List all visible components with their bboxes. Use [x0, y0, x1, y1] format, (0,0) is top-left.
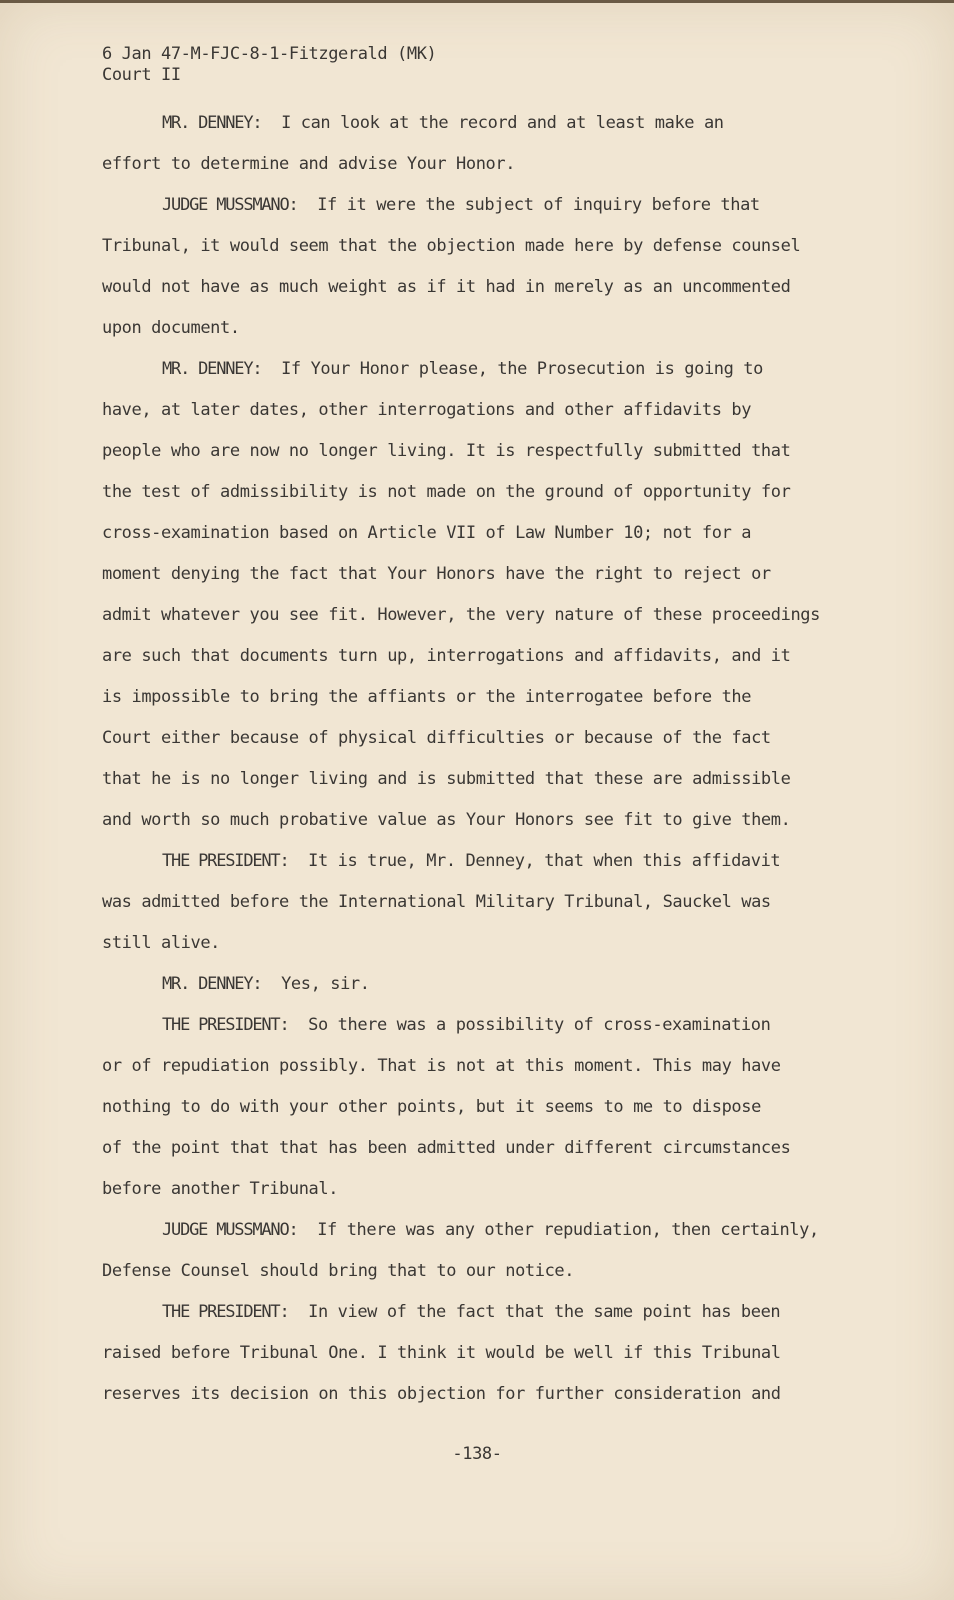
speech-paragraph	[102, 1005, 862, 1210]
transcript-line	[102, 1128, 862, 1169]
line-text: In view of the fact that the same point has been	[308, 1302, 781, 1322]
transcript-line	[102, 349, 862, 390]
line-text: is impossible to bring the affiants or the interrogatee before the	[102, 687, 752, 707]
speaker-label: MR. DENNEY:	[162, 974, 262, 994]
speech-paragraph	[102, 349, 862, 841]
transcript-line	[102, 882, 862, 923]
line-text: Defense Counsel should bring that to our notice.	[102, 1261, 575, 1281]
transcript-line	[102, 1333, 862, 1374]
speaker-label: THE PRESIDENT:	[162, 1302, 289, 1322]
header-court: Court II	[102, 65, 181, 85]
transcript-line	[102, 1046, 862, 1087]
transcript-line	[102, 554, 862, 595]
speech-paragraph	[102, 1292, 862, 1415]
line-text: If it were the subject of inquiry before that	[317, 195, 760, 215]
transcript-line	[102, 267, 862, 308]
speaker-label: THE PRESIDENT:	[162, 1015, 289, 1035]
line-text: of the point that that has been admitted under different circumstances	[102, 1138, 791, 1158]
transcript-line	[102, 718, 862, 759]
transcript-line	[102, 226, 862, 267]
line-text: I can look at the record and at least make an	[281, 113, 724, 133]
document-header	[102, 44, 436, 86]
transcript-line	[102, 1169, 862, 1210]
line-text: was admitted before the International Military Tribunal, Sauckel was	[102, 892, 771, 912]
transcript-line	[102, 308, 862, 349]
speaker-label: JUDGE MUSSMANO:	[162, 1220, 298, 1240]
line-text: or of repudiation possibly. That is not at this moment. This may have	[102, 1056, 781, 1076]
line-text: and worth so much probative value as Your Honors see fit to give them.	[102, 810, 791, 830]
transcript-line	[102, 1087, 862, 1128]
line-text: admit whatever you see fit. However, the very nature of these proceedings	[102, 605, 820, 625]
line-text: So there was a possibility of cross-examination	[308, 1015, 771, 1035]
transcript-line	[102, 1005, 862, 1046]
speech-paragraph	[102, 185, 862, 349]
transcript-line	[102, 185, 862, 226]
transcript-line	[102, 1210, 862, 1251]
line-text: It is true, Mr. Denney, that when this affidavit	[308, 851, 781, 871]
line-text: Court either because of physical difficulties or because of the fact	[102, 728, 771, 748]
transcript-line	[102, 964, 862, 1005]
transcript-line	[102, 923, 862, 964]
speech-paragraph	[102, 841, 862, 964]
line-text: upon document.	[102, 318, 240, 338]
transcript-line	[102, 677, 862, 718]
line-text: still alive.	[102, 933, 221, 953]
transcript-line	[102, 431, 862, 472]
line-text: the test of admissibility is not made on the ground of opportunity for	[102, 482, 791, 502]
line-text: cross-examination based on Article VII of Law Number 10; not for a	[102, 523, 752, 543]
line-text: raised before Tribunal One. I think it would be well if this Tribunal	[102, 1343, 781, 1363]
line-text: before another Tribunal.	[102, 1179, 339, 1199]
transcript-line	[102, 1374, 862, 1415]
line-text: have, at later dates, other interrogations and other affidavits by	[102, 400, 752, 420]
transcript-line	[102, 390, 862, 431]
line-text: would not have as much weight as if it had in merely as an uncommented	[102, 277, 791, 297]
transcript-body	[102, 103, 862, 1415]
transcript-line	[102, 841, 862, 882]
transcript-line	[102, 636, 862, 677]
transcript-line	[102, 103, 862, 144]
transcript-line	[102, 144, 862, 185]
line-text: that he is no longer living and is submitted that these are admissible	[102, 769, 791, 789]
transcript-line	[102, 1251, 862, 1292]
speaker-label: JUDGE MUSSMANO:	[162, 195, 298, 215]
speech-paragraph	[102, 964, 862, 1005]
line-text: are such that documents turn up, interrogations and affidavits, and it	[102, 646, 791, 666]
line-text: Yes, sir.	[281, 974, 370, 994]
transcript-line	[102, 513, 862, 554]
line-text: people who are now no longer living. It is respectfully submitted that	[102, 441, 791, 461]
line-text: Tribunal, it would seem that the objection made here by defense counsel	[102, 236, 801, 256]
transcript-line	[102, 595, 862, 636]
transcript-line	[102, 759, 862, 800]
line-text: reserves its decision on this objection for further consideration and	[102, 1384, 781, 1404]
transcript-line	[102, 1292, 862, 1333]
speaker-label: MR. DENNEY:	[162, 113, 262, 133]
speech-paragraph	[102, 1210, 862, 1292]
line-text: nothing to do with your other points, but it seems to me to dispose	[102, 1097, 761, 1117]
transcript-line	[102, 472, 862, 513]
speech-paragraph	[102, 103, 862, 185]
page-number: -138-	[452, 1444, 502, 1464]
line-text: effort to determine and advise Your Honor.	[102, 154, 516, 174]
speaker-label: MR. DENNEY:	[162, 359, 262, 379]
transcript-line	[102, 800, 862, 841]
speaker-label: THE PRESIDENT:	[162, 851, 289, 871]
line-text: If Your Honor please, the Prosecution is going to	[281, 359, 763, 379]
line-text: moment denying the fact that Your Honors have the right to reject or	[102, 564, 771, 584]
header-reference: 6 Jan 47-M-FJC-8-1-Fitzgerald (MK)	[102, 44, 437, 64]
line-text: If there was any other repudiation, then certainly,	[317, 1220, 819, 1240]
